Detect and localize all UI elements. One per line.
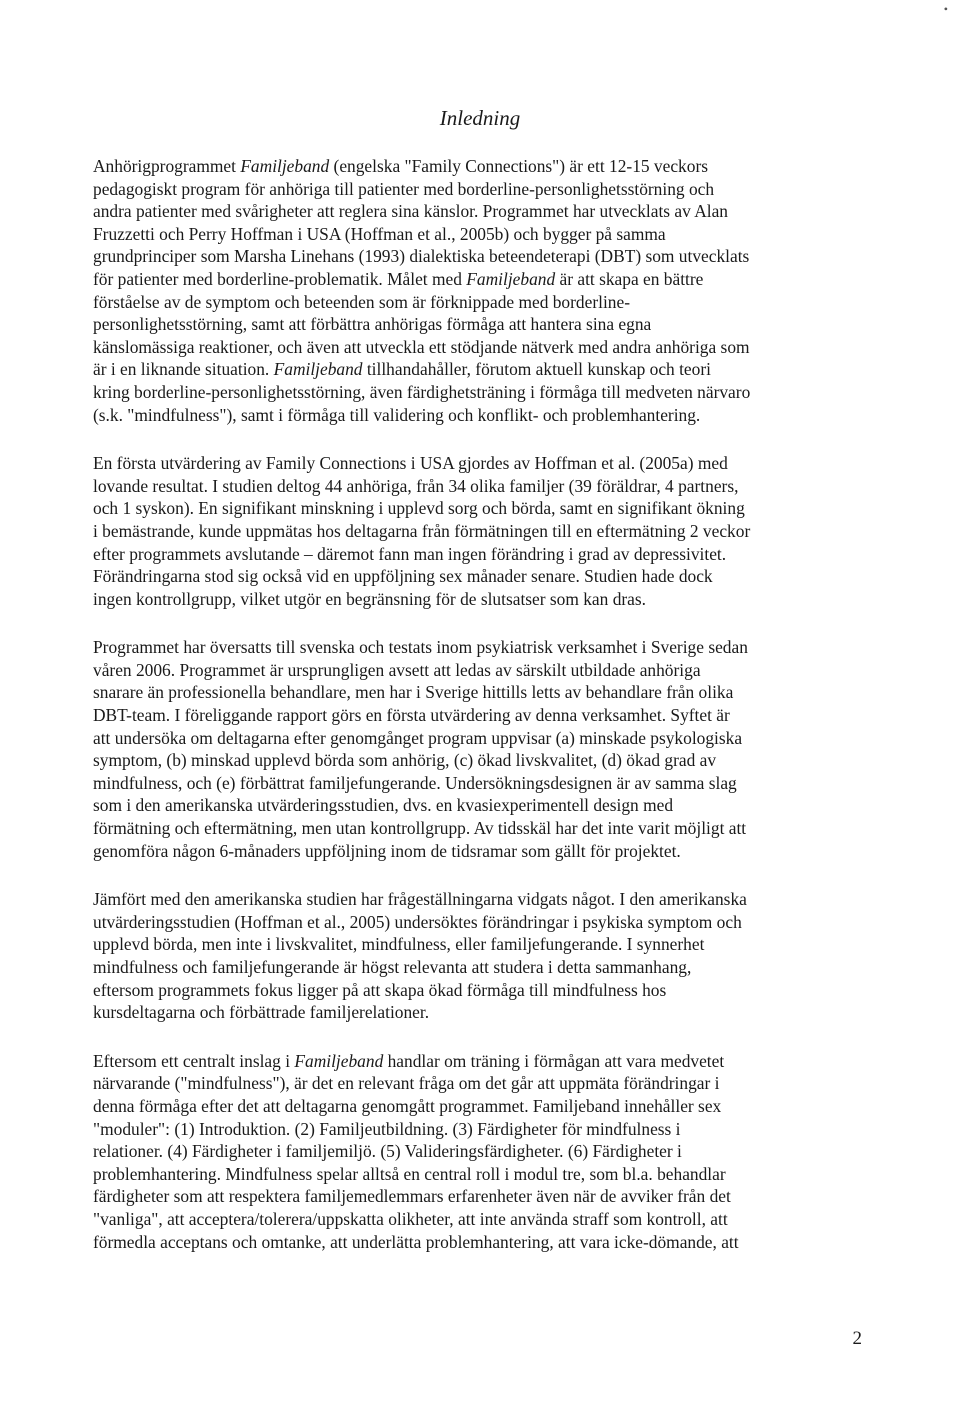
text-run: förmätning och eftermätning, men utan kontrollgrupp. Av tidsskäl har det inte varit möjligt att bbox=[93, 818, 747, 839]
text-line bbox=[93, 291, 863, 314]
text-line bbox=[93, 1163, 863, 1186]
text-line bbox=[93, 475, 863, 498]
text-run: DBT-team. I föreliggande rapport görs en första utvärdering av denna verksamhet. Syftet är bbox=[93, 705, 730, 726]
text-line bbox=[93, 452, 863, 475]
text-line bbox=[93, 1072, 863, 1095]
text-run: Eftersom ett centralt inslag i bbox=[93, 1050, 295, 1071]
text-run: "moduler": (1) Introduktion. (2) Familjeutbildning. (3) Färdigheter för mindfulness i bbox=[93, 1118, 681, 1139]
text-line bbox=[93, 704, 863, 727]
text-line bbox=[93, 336, 863, 359]
text-run: kursdeltagarna och förbättrade familjerelationer. bbox=[93, 1002, 430, 1023]
text-line bbox=[93, 659, 863, 682]
text-run: utvärderingsstudien (Hoffman et al., 2005) undersöktes förändringar i psykiska symptom och bbox=[93, 911, 742, 932]
text-run: upplevd börda, men inte i livskvalitet, mindfulness, eller familjefungerande. I synnerhet bbox=[93, 934, 705, 955]
text-line bbox=[93, 200, 863, 223]
text-line bbox=[93, 223, 863, 246]
text-run: pedagogiskt program för anhöriga till patienter med borderline-personlighetsstörning och bbox=[93, 178, 715, 199]
page-number: 2 bbox=[852, 1328, 862, 1349]
text-line bbox=[93, 1050, 863, 1073]
text-run: Anhörigprogrammet bbox=[93, 156, 241, 176]
text-line bbox=[93, 1185, 863, 1208]
text-run: som i den amerikanska utvärderingsstudien, dvs. en kvasiexperimentell design med bbox=[93, 795, 674, 816]
text-line bbox=[93, 749, 863, 772]
text-run: färdigheter som att respektera familjemedlemmars erfarenheter även när de avviker från det bbox=[93, 1186, 731, 1207]
text-line bbox=[93, 588, 863, 611]
text-line bbox=[93, 817, 863, 840]
text-run: grundprinciper som Marsha Linehans (1993) dialektiska beteendeterapi (DBT) som utvecklats bbox=[93, 246, 750, 267]
text-run: att undersöka om deltagarna efter genomgånget program uppvisar (a) minskade psykologiska bbox=[93, 727, 743, 748]
italic-term: Familjeband bbox=[466, 268, 556, 289]
text-line bbox=[93, 497, 863, 520]
text-line bbox=[93, 358, 863, 381]
text-run: förståelse av de symptom och beteenden som är förknippade med borderline- bbox=[93, 291, 630, 312]
text-line bbox=[93, 772, 863, 795]
text-line bbox=[93, 268, 863, 291]
text-run: denna förmåga efter det att deltagarna genomgått programmet. Familjeband innehåller sex bbox=[93, 1095, 722, 1116]
text-line bbox=[93, 565, 863, 588]
text-line bbox=[93, 1140, 863, 1163]
text-run: (s.k. "mindfulness"), samt i förmåga till validering och konflikt- och problemhantering. bbox=[93, 404, 701, 425]
paragraph-3 bbox=[93, 636, 863, 862]
paragraph-2 bbox=[93, 452, 863, 610]
text-line bbox=[93, 888, 863, 911]
text-run: En första utvärdering av Family Connections i USA gjordes av Hoffman et al. (2005a) med bbox=[93, 453, 728, 474]
text-run: närvarande ("mindfulness"), är det en relevant fråga om det går att uppmäta förändringar i bbox=[93, 1073, 720, 1094]
text-run: genomföra någon 6-månaders uppföljning inom de tidsramar som gällt för projektet. bbox=[93, 840, 681, 861]
text-line bbox=[93, 1095, 863, 1118]
text-line bbox=[93, 520, 863, 543]
text-line bbox=[93, 933, 863, 956]
text-line bbox=[93, 1208, 863, 1231]
text-run: mindfulness och familjefungerande är högst relevanta att studera i detta sammanhang, bbox=[93, 957, 692, 977]
text-line bbox=[93, 840, 863, 863]
text-line bbox=[93, 911, 863, 934]
text-run: är att skapa en bättre bbox=[555, 268, 704, 289]
text-run: Förändringarna stod sig också vid en uppföljning sex månader senare. Studien hade dock bbox=[93, 566, 713, 587]
italic-term: Familjeband bbox=[273, 359, 363, 380]
text-line bbox=[93, 727, 863, 750]
corner-mark: • bbox=[943, 2, 948, 16]
text-line bbox=[93, 543, 863, 566]
body-text bbox=[93, 155, 863, 1279]
text-line bbox=[93, 1118, 863, 1141]
text-run: personlighetsstörning, samt att förbättra anhörigas förmåga att hantera sina egna bbox=[93, 314, 652, 335]
text-line bbox=[93, 381, 863, 404]
text-run: snarare än professionella behandlare, men har i Sverige hittills letts av behandlare från olika bbox=[93, 682, 734, 703]
text-line bbox=[93, 1231, 863, 1254]
text-run: symptom, (b) minskad upplevd börda som anhörig, (c) ökad livskvalitet, (d) ökad grad av bbox=[93, 750, 717, 771]
text-line bbox=[93, 794, 863, 817]
text-run: tillhandahåller, förutom aktuell kunskap och teori bbox=[362, 359, 711, 380]
text-run: handlar om träning i förmågan att vara medvetet bbox=[383, 1050, 725, 1071]
text-line bbox=[93, 636, 863, 659]
text-run: för patienter med borderline-problematik. Målet med bbox=[93, 268, 467, 289]
text-run: och 1 syskon). En signifikant minskning i upplevd sorg och börda, samt en signifikant ökning bbox=[93, 498, 745, 519]
text-line bbox=[93, 404, 863, 427]
text-run: känslomässiga reaktioner, och även att utveckla ett stödjande nätverk med andra anhöriga som bbox=[93, 336, 750, 357]
text-run: i bemästrande, kunde uppmätas hos deltagarna från förmätningen till en eftermätning 2 veckor bbox=[93, 520, 751, 541]
text-line bbox=[93, 681, 863, 704]
italic-term: Familjeband bbox=[240, 156, 330, 176]
text-run: Jämfört med den amerikanska studien har frågeställningarna vidgats något. I den amerikanska bbox=[93, 889, 747, 910]
text-run: relationer. (4) Färdigheter i familjemiljö. (5) Valideringsfärdigheter. (6) Färdigheter i bbox=[93, 1141, 682, 1162]
text-run: våren 2006. Programmet är ursprungligen avsett att ledas av särskilt utbildade anhöriga bbox=[93, 659, 701, 680]
text-run: eftersom programmets fokus ligger på att skapa ökad förmåga till mindfulness hos bbox=[93, 979, 667, 1000]
text-line bbox=[93, 1001, 863, 1024]
paragraph-5 bbox=[93, 1050, 863, 1253]
text-line bbox=[93, 979, 863, 1002]
text-line bbox=[93, 956, 863, 979]
text-run: Fruzzetti och Perry Hoffman i USA (Hoffman et al., 2005b) och bygger på samma bbox=[93, 223, 666, 244]
text-run: lovande resultat. I studien deltog 44 anhöriga, från 34 olika familjer (39 föräldrar, 4 partners, bbox=[93, 475, 739, 496]
text-run: "vanliga", att acceptera/tolerera/uppskatta olikheter, att inte använda straff som kontroll, att bbox=[93, 1208, 728, 1229]
italic-term: Familjeband bbox=[294, 1050, 384, 1071]
text-run: Programmet har översatts till svenska och testats inom psykiatrisk verksamhet i Sverige sedan bbox=[93, 637, 748, 658]
text-run: andra patienter med svårigheter att reglera sina känslor. Programmet har utvecklats av Alan bbox=[93, 201, 729, 222]
page-heading: Inledning bbox=[439, 106, 521, 130]
text-run: ingen kontrollgrupp, vilket utgör en begränsning för de slutsatser som kan dras. bbox=[93, 588, 647, 609]
paragraph-4 bbox=[93, 888, 863, 1024]
text-run: förmedla acceptans och omtanke, att underlätta problemhantering, att vara icke-dömande, att bbox=[93, 1231, 739, 1252]
text-run: (engelska "Family Connections") är ett 12-15 veckors bbox=[329, 156, 709, 176]
text-line bbox=[93, 313, 863, 336]
paragraph-1 bbox=[93, 155, 863, 426]
text-line bbox=[93, 178, 863, 201]
text-line bbox=[93, 245, 863, 268]
text-line bbox=[93, 155, 863, 178]
text-run: mindfulness, och (e) förbättrat familjefungerande. Undersökningsdesignen är av samma slag bbox=[93, 772, 737, 793]
text-run: är i en liknande situation. bbox=[93, 359, 274, 380]
text-run: problemhantering. Mindfulness spelar alltså en central roll i modul tre, som bl.a. behandlar bbox=[93, 1163, 726, 1184]
text-run: efter programmets avslutande – däremot fann man ingen förändring i grad av depressivitet. bbox=[93, 543, 727, 564]
text-run: kring borderline-personlighetsstörning, även färdighetsträning i förmåga till medveten närvaro bbox=[93, 381, 751, 402]
